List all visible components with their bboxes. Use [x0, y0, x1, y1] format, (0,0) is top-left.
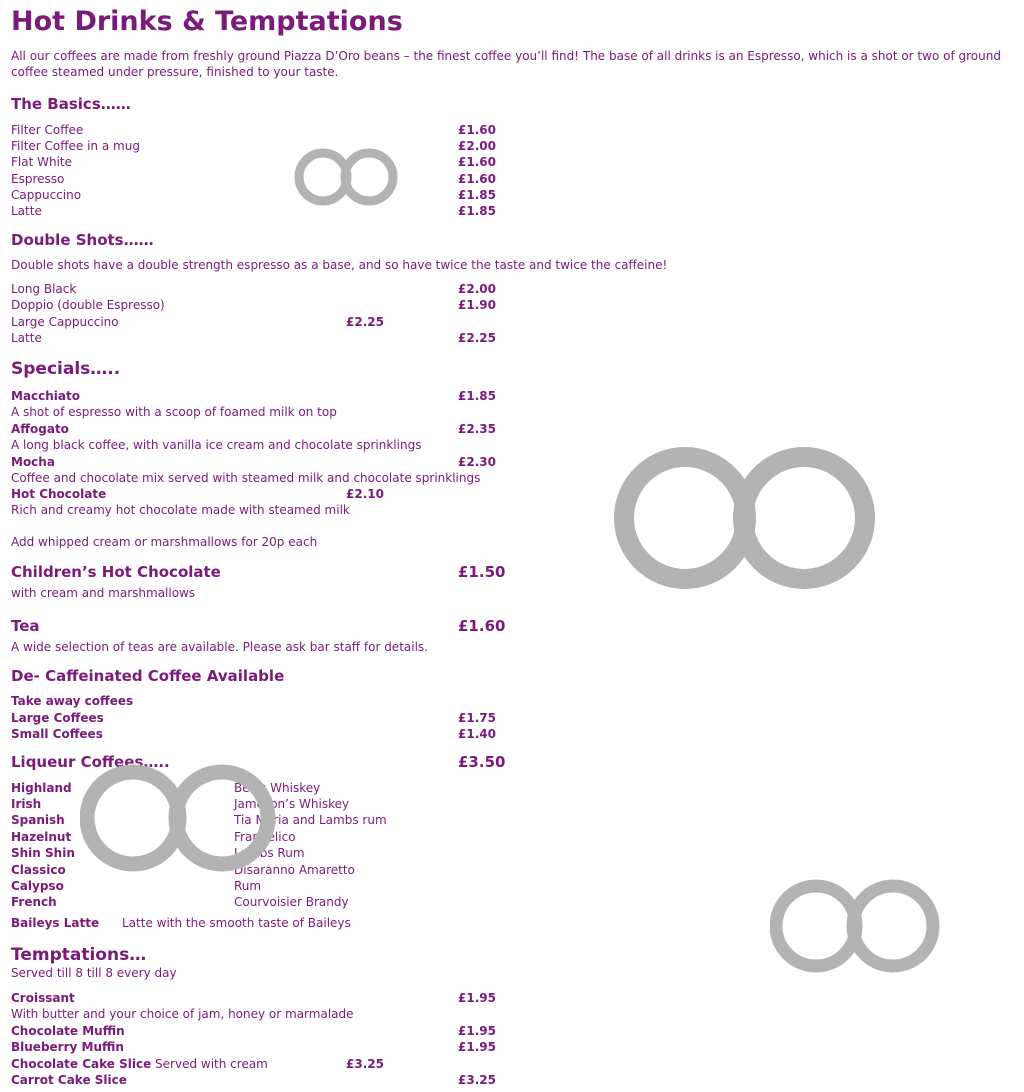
menu-item-name: Large Coffees [11, 711, 104, 725]
logo-rings-icon [292, 145, 402, 209]
menu-item-price: £2.35 [458, 422, 496, 436]
menu-item-name: Filter Coffee [11, 123, 84, 137]
liqueur-spirit: Rum [234, 879, 262, 893]
menu-item-price: £3.25 [346, 1057, 384, 1071]
liqueur-name: Classico [11, 863, 66, 877]
menu-item-price: £1.75 [458, 711, 496, 725]
menu-item-price: £1.85 [458, 188, 496, 202]
specials-heading: Specials….. [11, 359, 121, 379]
logo-rings-icon [614, 444, 876, 592]
menu-item-desc: A shot of espresso with a scoop of foamed milk on top [11, 405, 337, 419]
logo-rings-icon [80, 762, 276, 874]
specials-note: Add whipped cream or marshmallows for 20p each [11, 535, 318, 549]
children-name: Children’s Hot Chocolate [11, 563, 221, 581]
decaf-heading: De- Caffeinated Coffee Available [11, 667, 285, 685]
menu-item-price: £2.10 [346, 487, 384, 501]
menu-item-name: Carrot Cake Slice [11, 1073, 127, 1087]
liqueur-spirit: Disaranno Amaretto [234, 863, 355, 877]
liqueur-spirit: Tia Maria and Lambs rum [234, 813, 387, 827]
menu-item-price: £1.60 [458, 155, 496, 169]
menu-item-desc: With butter and your choice of jam, honey or marmalade [11, 1007, 354, 1021]
menu-item-name: Filter Coffee in a mug [11, 139, 140, 153]
menu-item-price: £2.00 [458, 282, 496, 296]
menu-item-price: £2.25 [458, 331, 496, 345]
menu-item-price: £1.60 [458, 123, 496, 137]
menu-item-name: Chocolate Muffin [11, 1024, 125, 1038]
takeaway-heading: Take away coffees [11, 694, 134, 708]
menu-item-name: Large Cappuccino [11, 315, 119, 329]
basics-heading: The Basics…… [11, 95, 131, 113]
liqueur-name: Shin Shin [11, 846, 75, 860]
tea-desc: A wide selection of teas are available. Please ask bar staff for details. [11, 640, 428, 654]
liqueur-name: Calypso [11, 879, 64, 893]
tea-price: £1.60 [458, 617, 506, 635]
menu-item-price: £1.85 [458, 204, 496, 218]
menu-item-name: Latte [11, 331, 42, 345]
baileys-name: Baileys Latte [11, 916, 100, 930]
menu-item-price: £2.30 [458, 455, 496, 469]
liqueur-name: Highland [11, 781, 72, 795]
menu-item-name: Blueberry Muffin [11, 1040, 124, 1054]
menu-item-name: Croissant [11, 991, 75, 1005]
menu-item-name: Affogato [11, 422, 69, 436]
liqueur-spirit: Jameson’s Whiskey [234, 797, 350, 811]
liqueur-price: £3.50 [458, 753, 506, 771]
menu-item-name: Long Black [11, 282, 77, 296]
liqueur-spirit: Bell’s Whiskey [234, 781, 321, 795]
menu-item-desc: Rich and creamy hot chocolate made with steamed milk [11, 503, 350, 517]
menu-item-name: Chocolate Cake Slice [11, 1057, 152, 1071]
liqueur-name: Spanish [11, 813, 65, 827]
menu-item-name: Latte [11, 204, 42, 218]
liqueur-spirit: Frangelico [234, 830, 296, 844]
liqueur-name: Hazelnut [11, 830, 72, 844]
children-price: £1.50 [458, 563, 506, 581]
menu-item-price: £1.40 [458, 727, 496, 741]
children-desc: with cream and marshmallows [11, 586, 196, 600]
menu-item-desc: A long black coffee, with vanilla ice cream and chocolate sprinklings [11, 438, 422, 452]
temptations-served: Served till 8 till 8 every day [11, 966, 177, 980]
menu-item-price: £1.95 [458, 1024, 496, 1038]
temptations-heading: Temptations… [11, 945, 147, 965]
baileys-desc: Latte with the smooth taste of Baileys [122, 916, 351, 930]
page-title: Hot Drinks & Temptations [11, 6, 403, 37]
liqueur-spirit: Lambs Rum [234, 846, 305, 860]
menu-item-row [11, 1056, 268, 1072]
intro-text: All our coffees are made from freshly ground Piazza D’Oro beans – the finest coffee you’ll find! The base of all drinks is an Espresso, which is a shot or two of ground coffee steamed under pressure, finished to your taste. [11, 49, 1001, 79]
menu-item-price: £1.90 [458, 298, 496, 312]
menu-item-extra: Served with cream [155, 1057, 268, 1071]
menu-item-name: Cappuccino [11, 188, 82, 202]
menu-item-name: Hot Chocolate [11, 487, 107, 501]
menu-item-name: Small Coffees [11, 727, 103, 741]
menu-item-name: Espresso [11, 172, 65, 186]
menu-item-name: Doppio (double Espresso) [11, 298, 165, 312]
menu-item-name: Flat White [11, 155, 73, 169]
liqueur-name: Irish [11, 797, 42, 811]
double-desc: Double shots have a double strength espresso as a base, and so have twice the taste and twice the caffeine! [11, 258, 668, 272]
liqueur-spirit: Courvoisier Brandy [234, 895, 349, 909]
menu-item-price: £1.95 [458, 1040, 496, 1054]
menu-item-price: £3.25 [458, 1073, 496, 1087]
logo-rings-icon [770, 877, 940, 975]
liqueur-heading: Liqueur Coffees….. [11, 753, 170, 771]
double-heading: Double Shots…… [11, 231, 154, 249]
menu-item-price: £1.95 [458, 991, 496, 1005]
menu-item-name: Mocha [11, 455, 55, 469]
tea-name: Tea [11, 617, 40, 635]
menu-item-price: £2.00 [458, 139, 496, 153]
menu-item-name: Macchiato [11, 389, 80, 403]
liqueur-name: French [11, 895, 57, 909]
menu-item-price: £1.85 [458, 389, 496, 403]
menu-item-desc: Coffee and chocolate mix served with steamed milk and chocolate sprinklings [11, 471, 481, 485]
menu-item-price: £1.60 [458, 172, 496, 186]
menu-item-price: £2.25 [346, 315, 384, 329]
